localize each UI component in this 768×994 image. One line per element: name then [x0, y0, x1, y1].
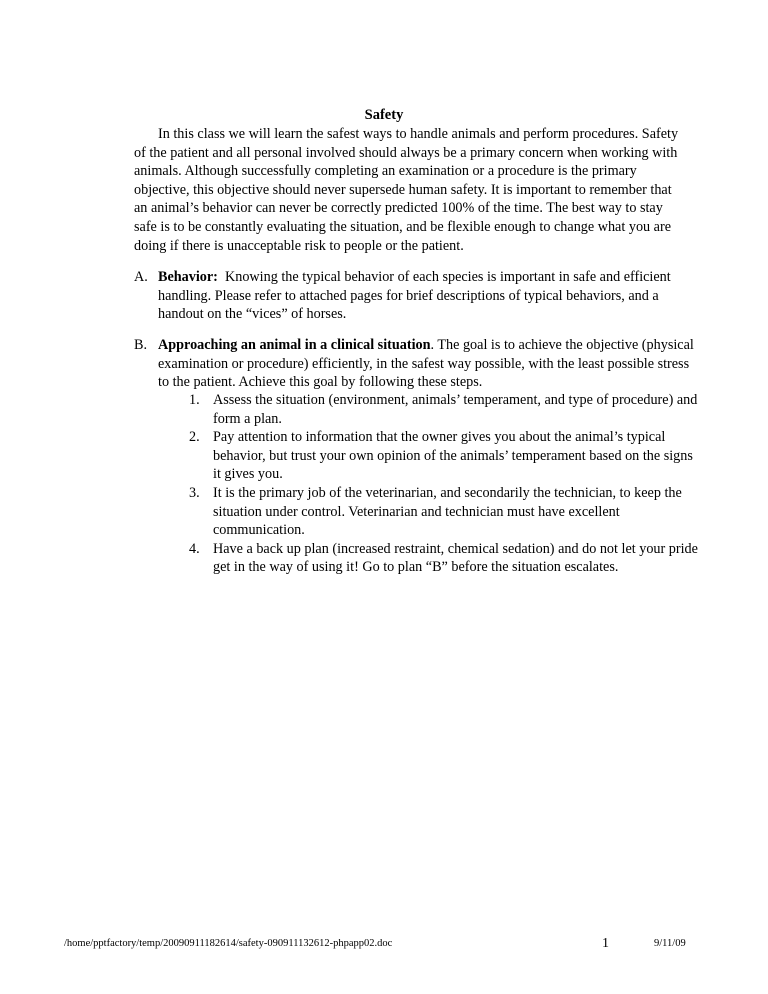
section-a-body	[158, 268, 694, 324]
list-item	[189, 391, 699, 428]
footer-page-number: 1	[602, 936, 609, 951]
step-number: 1.	[189, 392, 200, 408]
list-item	[189, 428, 699, 484]
section-a-letter: A.	[134, 269, 148, 285]
steps-list	[189, 391, 699, 577]
step-number: 2.	[189, 429, 200, 446]
section-b-text: . The goal is to achieve the objective (physical examination or procedure) efficiently, in the safest way possible, with the least possible stress to the patient. Achieve this goal by following these steps.	[158, 337, 694, 391]
step-text: Assess the situation (environment, animals’ temperament, and type of procedure) and form a plan.	[213, 392, 698, 427]
list-item	[189, 540, 699, 577]
document-title: Safety	[364, 107, 404, 123]
step-text: Have a back up plan (increased restraint, chemical sedation) and do not let your pride get in the way of using it! Go to plan “B” before the situation escalates.	[213, 540, 698, 576]
footer-file-path: /home/pptfactory/temp/20090911182614/safety-090911132612-phpapp02.doc	[64, 938, 393, 949]
step-number: 4.	[189, 540, 200, 557]
step-number: 3.	[189, 484, 200, 501]
list-item	[189, 484, 699, 540]
step-text: It is the primary job of the veterinarian, and secondarily the technician, to keep the situation under control. Veterinarian and technician must have excellent communication.	[213, 484, 682, 539]
section-b-body	[158, 336, 694, 392]
section-a-text: Knowing the typical behavior of each species is important in safe and efficient handling. Please refer to attached pages for brief descriptions of typical behaviors, and a handout on the “vices” of horses.	[158, 269, 671, 323]
section-a	[134, 268, 694, 324]
intro-paragraph: In this class we will learn the safest ways to handle animals and perform procedures. Safety of the patient and all personal involved should always be a primary concern when working with animals. Although successfully completing an examination or a procedure is the primary objective, this objective should never supersede human safety. It is important to remember that an animal’s behavior can never be correctly predicted 100% of the time. The best way to stay safe is to be constantly evaluating the situation, and be flexible enough to change what you are doing if there is unacceptable risk to people or the patient.	[134, 126, 679, 254]
footer-date: 9/11/09	[654, 938, 686, 949]
section-a-heading: Behavior:	[158, 269, 218, 285]
section-b-letter: B.	[134, 337, 148, 353]
step-text: Pay attention to information that the owner gives you about the animal’s typical behavior, but trust your own opinion of the animals’ temperament based on the signs it gives you.	[213, 429, 693, 483]
section-b	[134, 336, 694, 392]
section-b-heading: Approaching an animal in a clinical situation	[158, 337, 431, 353]
page-footer	[64, 934, 714, 954]
